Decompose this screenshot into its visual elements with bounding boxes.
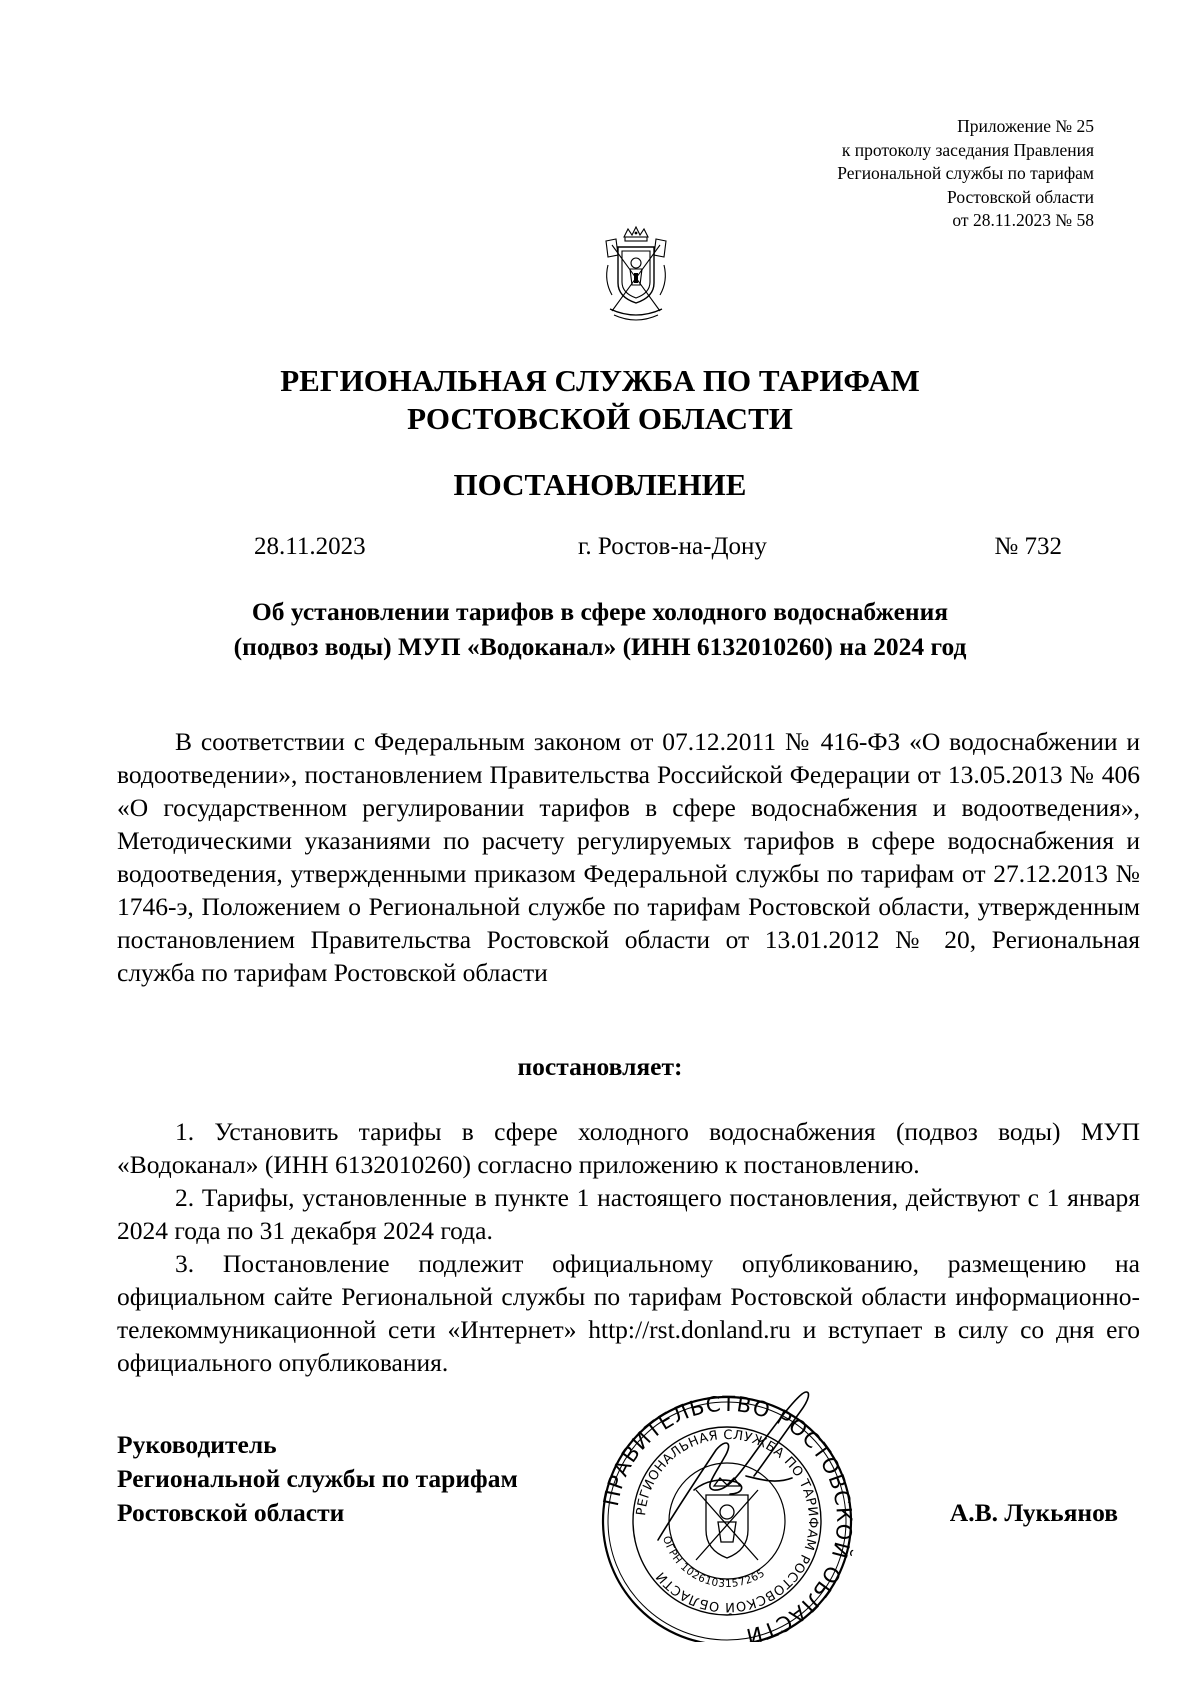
subject-line: Об установлении тарифов в сфере холодного водоснабжения [251, 597, 949, 626]
signer-name: А.В. Лукьянов [949, 1498, 1118, 1527]
seal-outer-text: ПРАВИТЕЛЬСТВО РОСТОВСКОЙ ОБЛАСТИ [598, 1391, 857, 1642]
document-city: г. Ростов-на-Дону [578, 533, 767, 560]
decree-item: 3. Постановление подлежит официальному опубликованию, размещению на официальном сайте Региональной службы по тарифам Ростовской области информационно- телекоммуникационной сети «Интернет» http://rst.donland.ru и вступает в силу со дня его официального опубликования. [117, 1249, 1140, 1377]
organization-title-line: РЕГИОНАЛЬНАЯ СЛУЖБА ПО ТАРИФАМ [280, 363, 920, 398]
appendix-line: Ростовской области [947, 186, 1094, 207]
subject-line: (подвоз воды) МУП «Водоканал» (ИНН 6132010260) на 2024 год [233, 632, 967, 661]
document-type: ПОСТАНОВЛЕНИЕ [453, 467, 747, 502]
preamble-paragraph: В соответствии с Федеральным законом от 07.12.2011 № 416-ФЗ «О водоснабжении и водоотведении», постановлением Правительства Российской Федерации от 13.05.2013 № 406 «О государственном регулировании тарифов в сфере водоснабжения и водоотведения», Методическими указаниями по расчету регулируемых тарифов в сфере водоснабжения и водоотведения, утвержденными приказом Федеральной службы по тарифам от 27.12.2013 № 1746-э, Положением о Региональной службе по тарифам Ростовской области, утвержденным постановлением Правительства Ростовской области от 13.01.2012 № 20, Региональная служба по тарифам Ростовской области [117, 727, 1140, 987]
organization-title [0, 362, 1200, 438]
seal-id-text: ОГРН 1026103157265 [660, 1534, 768, 1591]
appendix-line: Региональной службы по тарифам [837, 163, 1094, 183]
signer-position-line: Руководитель [117, 1430, 277, 1459]
appendix-line: к протоколу заседания Правления [841, 139, 1094, 160]
appendix-note [654, 115, 1094, 233]
document-number: № 732 [994, 533, 1062, 560]
decree-item: 1. Установить тарифы в сфере холодного водоснабжения (подвоз воды) МУП «Водоканал» (ИНН 6132010260) согласно приложению к постановлению. [117, 1117, 1140, 1179]
decree-word: постановляет: [517, 1052, 683, 1081]
official-seal-icon [596, 1380, 858, 1642]
appendix-line: Приложение № 25 [957, 116, 1094, 136]
document-date: 28.11.2023 [254, 533, 366, 560]
signer-position [117, 1428, 518, 1530]
signer-position-line: Региональной службы по тарифам [117, 1464, 518, 1493]
seal-inner-text: РЕГИОНАЛЬНАЯ СЛУЖБА ПО ТАРИФАМ РОСТОВСКОЙ ОБЛАСТИ [634, 1427, 821, 1615]
coat-of-arms-icon [600, 225, 672, 325]
organization-title-line: РОСТОВСКОЙ ОБЛАСТИ [407, 401, 793, 436]
appendix-line: от 28.11.2023 № 58 [952, 210, 1094, 230]
decree-item: 2. Тарифы, установленные в пункте 1 настоящего постановления, действуют с 1 января 2024 года по 31 декабря 2024 года. [117, 1183, 1140, 1245]
document-subject [0, 594, 1200, 664]
decree-items [117, 1115, 1140, 1379]
signer-position-line: Ростовской области [117, 1498, 345, 1527]
